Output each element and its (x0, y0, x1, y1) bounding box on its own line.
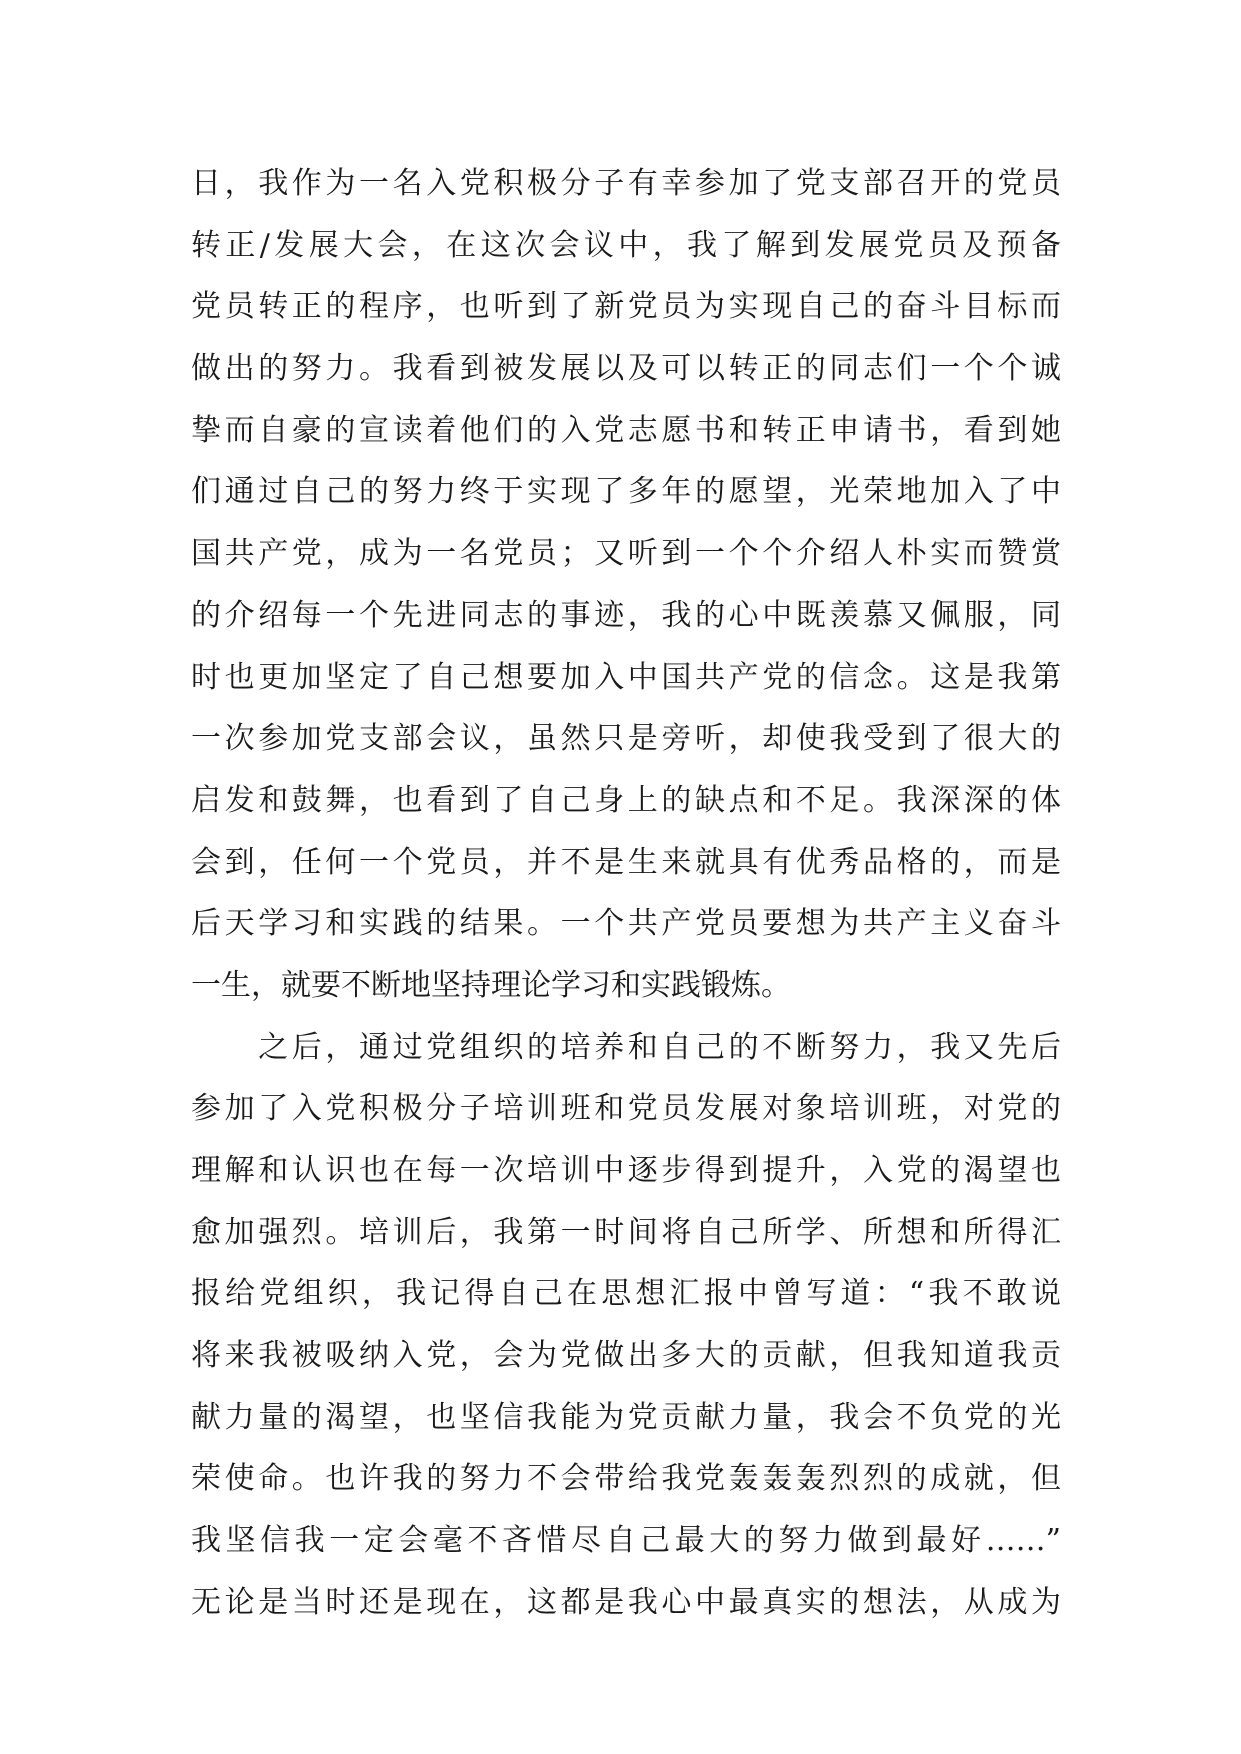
text-line: 将来我被吸纳入党，会为党做出多大的贡献，但我知道我贡 (191, 1338, 1061, 1374)
text-line: 我坚信我一定会毫不吝惜尽自己最大的努力做到最好……” (191, 1523, 1061, 1559)
text-line: 愈加强烈。培训后，我第一时间将自己所学、所想和所得汇 (191, 1214, 1061, 1250)
text-line: 报给党组织，我记得自己在思想汇报中曾写道：“我不敢说 (191, 1276, 1061, 1312)
text-line: 无论是当时还是现在，这都是我心中最真实的想法，从成为 (191, 1584, 1061, 1620)
text-line: 时也更加坚定了自己想要加入中国共产党的信念。这是我第 (191, 659, 1061, 695)
text-line: 理解和认识也在每一次培训中逐步得到提升，入党的渴望也 (191, 1153, 1061, 1188)
text-line: 国共产党，成为一名党员；又听到一个个介绍人朴实而赞赏 (191, 536, 1061, 572)
text-line: 一次参加党支部会议，虽然只是旁听，却使我受到了很大的 (191, 721, 1061, 757)
paragraph-end-line: 一生，就要不断地坚持理论学习和实践锻炼。 (191, 967, 791, 1003)
text-line: 做出的努力。我看到被发展以及可以转正的同志们一个个诚 (191, 351, 1061, 387)
body-text (191, 153, 1061, 1634)
text-line: 荣使命。也许我的努力不会带给我党轰轰轰烈烈的成就，但 (191, 1461, 1061, 1497)
paragraph-start-line: 之后，通过党组织的培养和自己的不断努力，我又先后 (191, 1029, 1061, 1065)
text-line: 挚而自豪的宣读着他们的入党志愿书和转正申请书，看到她 (191, 412, 1061, 448)
text-line: 启发和鼓舞，也看到了自己身上的缺点和不足。我深深的体 (191, 782, 1061, 818)
text-line: 参加了入党积极分子培训班和党员发展对象培训班，对党的 (191, 1091, 1061, 1127)
text-line: 的介绍每一个先进同志的事迹，我的心中既羡慕又佩服，同 (191, 597, 1061, 633)
text-line: 日，我作为一名入党积极分子有幸参加了党支部召开的党员 (191, 166, 1061, 201)
text-line: 会到，任何一个党员，并不是生来就具有优秀品格的，而是 (191, 844, 1061, 880)
text-line: 献力量的渴望，也坚信我能为党贡献力量，我会不负党的光 (191, 1399, 1061, 1435)
text-line: 们通过自己的努力终于实现了多年的愿望，光荣地加入了中 (191, 474, 1061, 510)
text-line: 转正/发展大会，在这次会议中，我了解到发展党员及预备 (191, 227, 1061, 263)
text-line: 党员转正的程序，也听到了新党员为实现自己的奋斗目标而 (191, 289, 1061, 325)
text-line: 后天学习和实践的结果。一个共产党员要想为共产主义奋斗 (191, 906, 1061, 942)
